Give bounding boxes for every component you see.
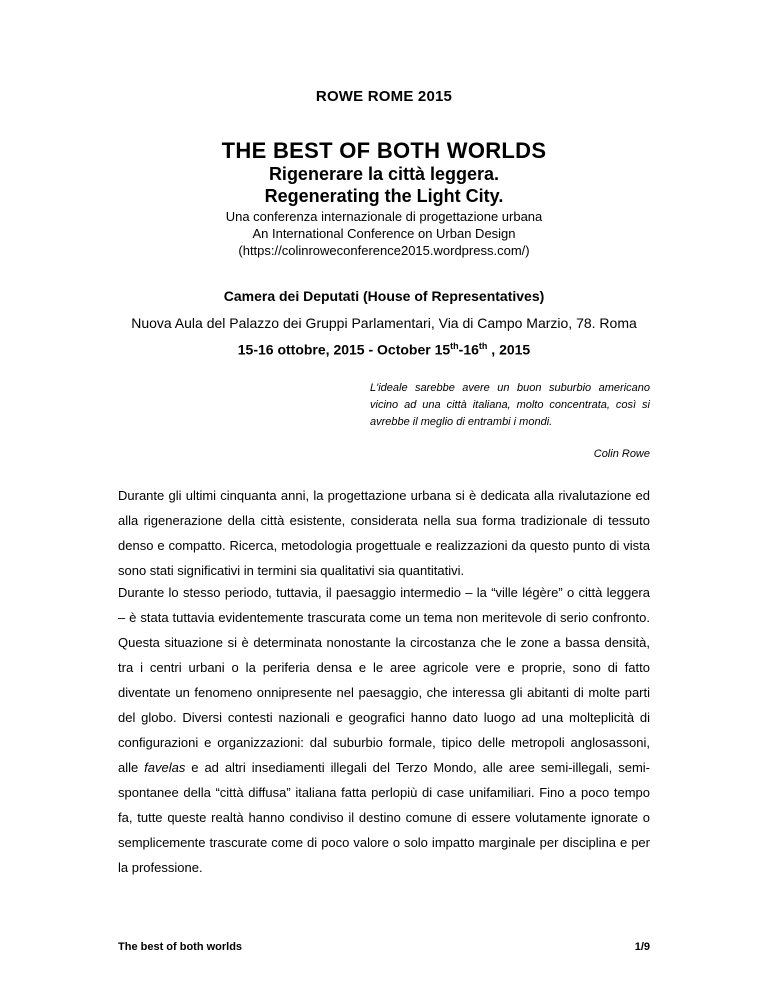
- subtitle-italian: Rigenerare la città leggera.: [268, 164, 500, 184]
- conference-url: (https://colinroweconference2015.wordpress.com/): [238, 243, 530, 258]
- conference-dates: [0, 341, 768, 358]
- body-paragraph-1: Durante gli ultimi cinquanta anni, la progettazione urbana si è dedicata alla rivalutazione ed alla rigenerazione della città esistente, considerata nella sua forma tradizionale di tessuto denso e compatto. Ricerca, metodologia progettuale e realizzazioni da questo punto di vista sono stati significativi in termini sia qualitativi sia quantitativi.: [118, 488, 650, 578]
- epigraph-quote: L'ideale sarebbe avere un buon suburbio americano vicino ad una città italiana, molto concentrata, così si avrebbe il meglio di entrambi i mondi.: [370, 382, 650, 428]
- description-italian: Una conferenza internazionale di progettazione urbana: [225, 209, 543, 224]
- paragraph-2-part-a: Durante lo stesso periodo, tuttavia, il paesaggio intermedio – la “ville légère” o città leggera – è stata tuttavia evidentemente trascurata come un tema non meritevole di serio confronto. Questa situazione si è determinata nonostante la circostanza che le zone a bassa densità, tra i centri urbani o la periferia densa e le aree agricole vere e proprie, sono di fatto diventate un fenomeno onnipresente nel paesaggio, che interessa gli abitanti di molte parti del globo. Diversi contesti nazionali e geografici hanno dato luogo ad una molteplicità di configurazioni e organizzazioni: dal suburbio formale, tipico delle metropoli anglosassoni, alle: [118, 585, 650, 775]
- footer-title: The best of both worlds: [118, 941, 243, 953]
- dates-sup-1: th: [450, 341, 459, 351]
- body-paragraph-2: [118, 580, 650, 880]
- page-number: 1/9: [634, 941, 650, 953]
- dates-suffix: , 2015: [487, 341, 531, 358]
- page-title: THE BEST OF BOTH WORLDS: [221, 138, 547, 163]
- venue-address: Nuova Aula del Palazzo dei Gruppi Parlamentari, Via di Campo Marzio, 78. Roma: [131, 315, 637, 331]
- paragraph-2-emphasis: favelas: [144, 760, 186, 775]
- venue-name: Camera dei Deputati (House of Representatives): [223, 288, 545, 304]
- dates-prefix: 15-16 ottobre, 2015 - October 15: [237, 341, 451, 358]
- dates-mid: -16: [458, 341, 479, 358]
- subtitle-english: Regenerating the Light City.: [264, 186, 504, 206]
- conference-label: ROWE ROME 2015: [315, 88, 453, 105]
- description-english: An International Conference on Urban Design: [252, 226, 516, 241]
- dates-sup-2: th: [478, 341, 488, 351]
- paragraph-2-part-b: e ad altri insediamenti illegali del Terzo Mondo, alle aree semi-illegali, semi-spontanee della “città diffusa” italiana fatta perlopiù di case unifamiliari. Fino a poco tempo fa, tutte queste realtà hanno condiviso il destino comune di essere volutamente ignorate o semplicemente trascurate come di poco valore o solo impatto marginale per disciplina e per la professione.: [118, 760, 650, 875]
- epigraph-author: Colin Rowe: [593, 448, 650, 460]
